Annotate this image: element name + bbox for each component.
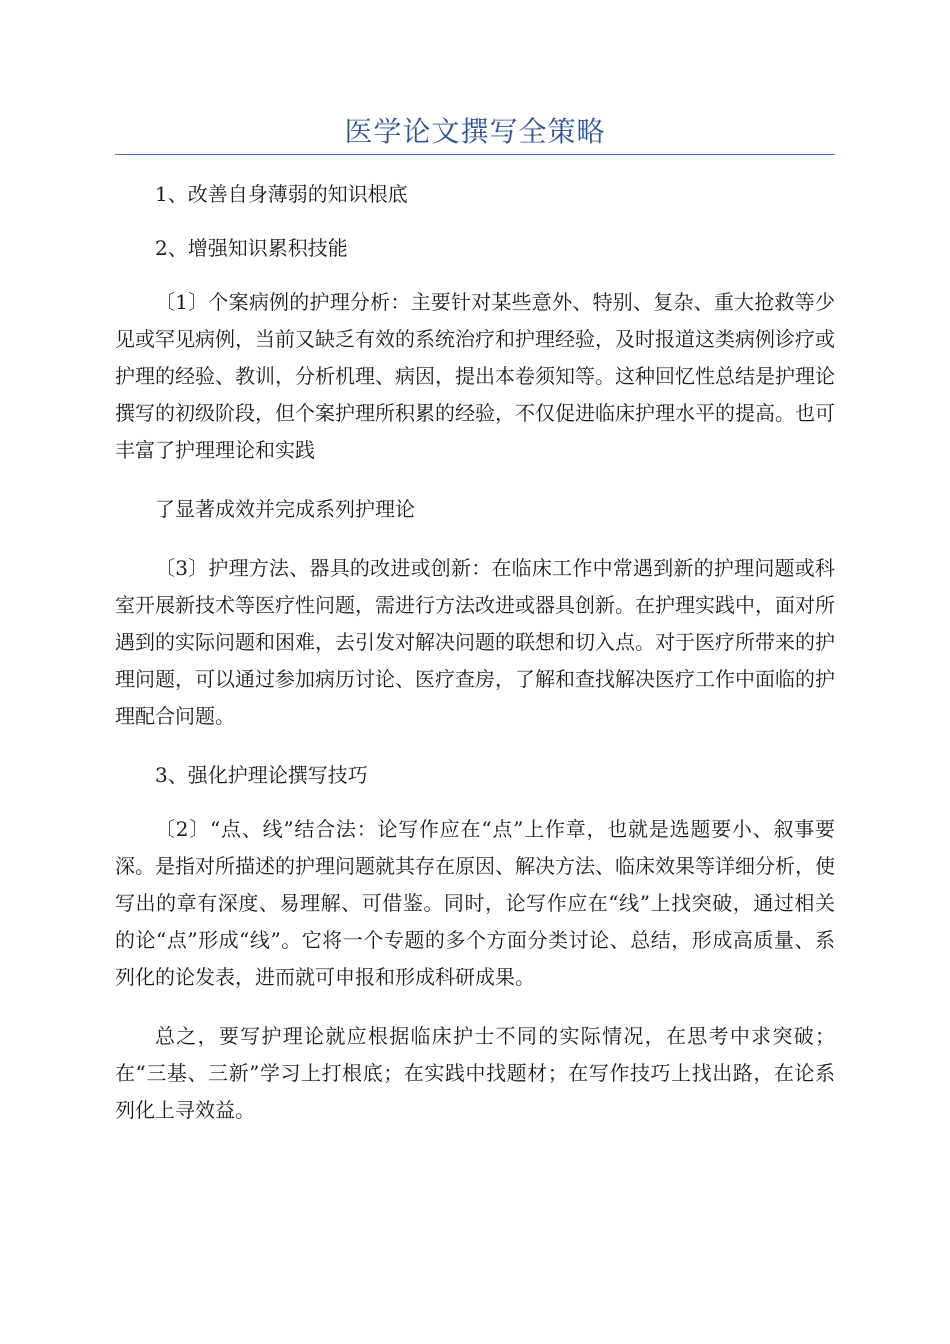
paragraph-series-results: 了显著成效并完成系列护理论	[155, 497, 415, 521]
section-heading-3: 3、强化护理论撰写技巧	[155, 763, 368, 787]
paragraph-case-analysis: 〔1〕个案病例的护理分析：主要针对某些意外、特别、复杂、重大抢救等少见或罕见病例，当前又缺乏有效的系统治疗和护理经验，及时报道这类病例诊疗或护理的经验、教训，分析机理、病因，提出本卷须知等。这种回忆性总结是护理论撰写的初级阶段，但个案护理所积累的经验，不仅促进临床护理水平的提高。也可丰富了护理理论和实践	[115, 290, 835, 462]
paragraph-conclusion: 总之，要写护理论就应根据临床护士不同的实际情况，在思考中求突破；在“三基、三新”学习上打根底；在实践中找题材；在写作技巧上找出路，在论系列化上寻效益。	[115, 1024, 835, 1122]
section-heading-1: 1、改善自身薄弱的知识根底	[155, 182, 408, 206]
paragraph-point-line-method: 〔2〕“点、线”结合法：论写作应在“点”上作章，也就是选题要小、叙事要深。是指对所描述的护理问题就其存在原因、解决方法、临床效果等详细分析，使写出的章有深度、易理解、可借鉴。同时，论写作应在“线”上找突破，通过相关的论“点”形成“线”。它将一个专题的多个方面分类讨论、总结，形成高质量、系列化的论发表，进而就可申报和形成科研成果。	[115, 817, 835, 989]
paragraph-method-innovation: 〔3〕护理方法、器具的改进或创新：在临床工作中常遇到新的护理问题或科室开展新技术等医疗性问题，需进行方法改进或器具创新。在护理实践中，面对所遇到的实际问题和困难，去引发对解决问题的联想和切入点。对于医疗所带来的护理问题，可以通过参加病历讨论、医疗查房，了解和查找解决医疗工作中面临的护理配合问题。	[115, 556, 835, 728]
document-body	[115, 176, 835, 1151]
section-heading-2: 2、增强知识累积技能	[155, 236, 348, 260]
document-title: 医学论文撰写全策略	[344, 115, 606, 148]
title-underline	[115, 154, 835, 155]
